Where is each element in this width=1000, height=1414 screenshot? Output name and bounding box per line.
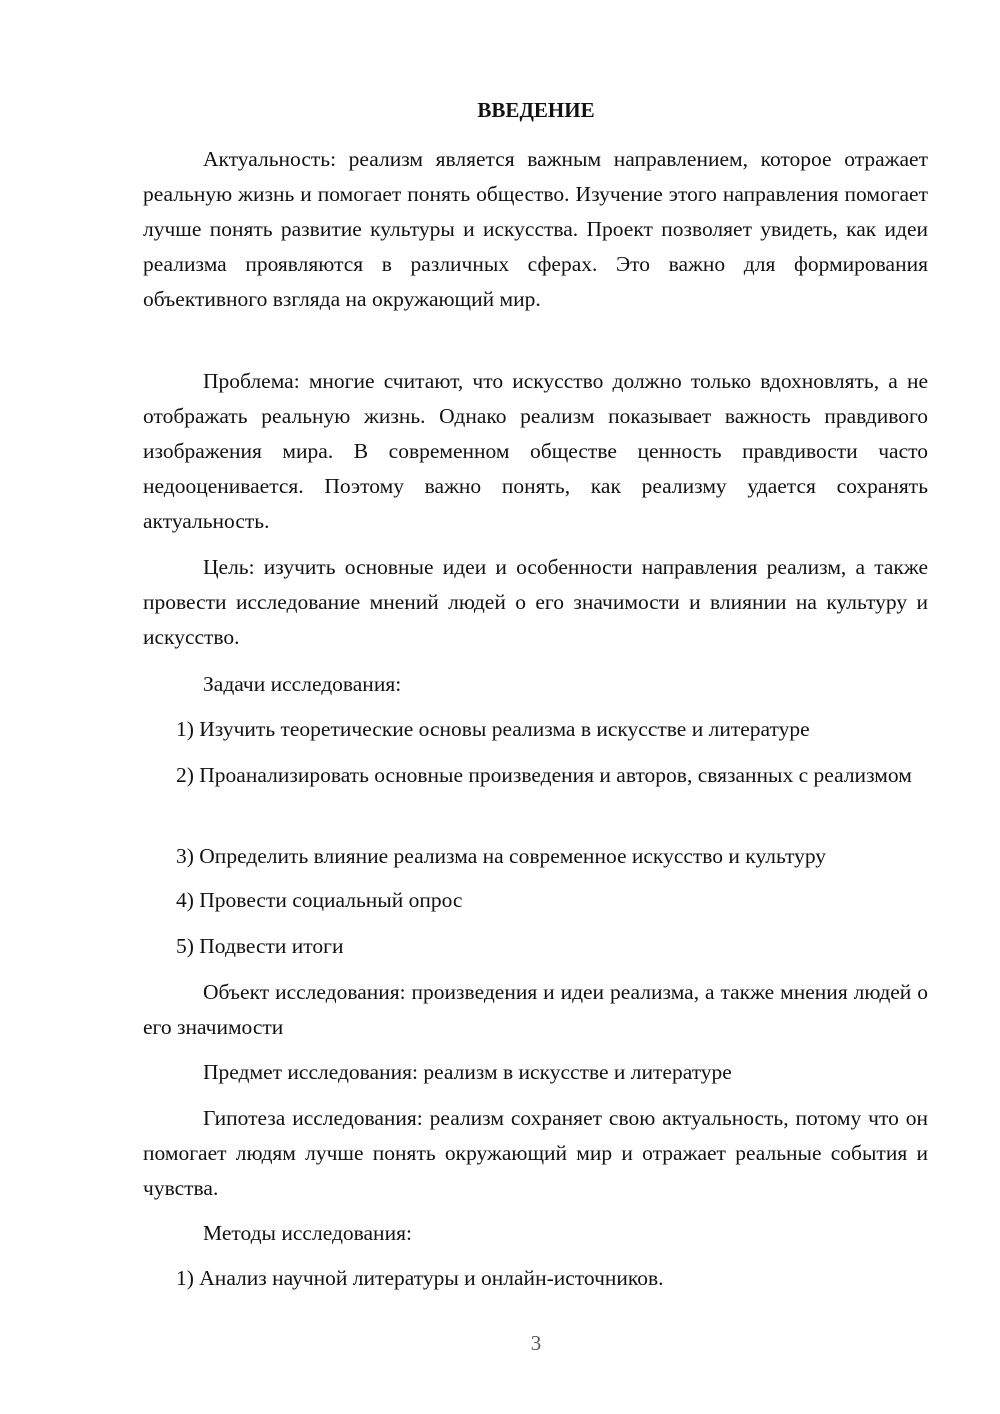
task-item: 1) Изучить теоретические основы реализма в искусстве и литературе: [176, 717, 810, 741]
goal-paragraph: Цель: изучить основные идеи и особенности направления реализм, а также провести исследование мнений людей о его значимости и влиянии на культуру и искусство.: [143, 555, 928, 649]
relevance-paragraph: Актуальность: реализм является важным направлением, которое отражает реальную жизнь и помогает понять общество. Изучение этого направления помогает лучше понять развитие культуры и искусства. Проект позволяет увидеть, как идеи реализма проявляются в различных сферах. Это важно для формирования объективного взгляда на окружающий мир.: [143, 147, 928, 311]
tasks-heading: Задачи исследования:: [203, 672, 402, 696]
object-paragraph: Объект исследования: произведения и идеи реализма, а также мнения людей о его значимости: [143, 980, 928, 1039]
task-item: 2) Проанализировать основные произведения и авторов, связанных с реализмом: [176, 763, 912, 787]
task-item: 5) Подвести итоги: [176, 934, 344, 958]
hypothesis-paragraph: Гипотеза исследования: реализм сохраняет свою актуальность, потому что он помогает людям лучше понять окружающий мир и отражает реальные события и чувства.: [143, 1106, 928, 1200]
task-item: 3) Определить влияние реализма на современное искусство и культуру: [176, 844, 827, 868]
method-item: 1) Анализ научной литературы и онлайн-источников.: [176, 1266, 664, 1290]
problem-paragraph: Проблема: многие считают, что искусство должно только вдохновлять, а не отображать реальную жизнь. Однако реализм показывает важность правдивого изображения мира. В современном обществе ценность правдивости часто недооценивается. Поэтому важно понять, как реализму удается сохранять актуальность.: [143, 369, 928, 533]
page-number: 3: [530, 1331, 542, 1355]
methods-heading: Методы исследования:: [203, 1221, 412, 1245]
section-title: ВВЕДЕНИЕ: [477, 98, 595, 122]
task-item: 4) Провести социальный опрос: [176, 888, 463, 912]
subject-paragraph: Предмет исследования: реализм в искусстве и литературе: [203, 1060, 732, 1084]
